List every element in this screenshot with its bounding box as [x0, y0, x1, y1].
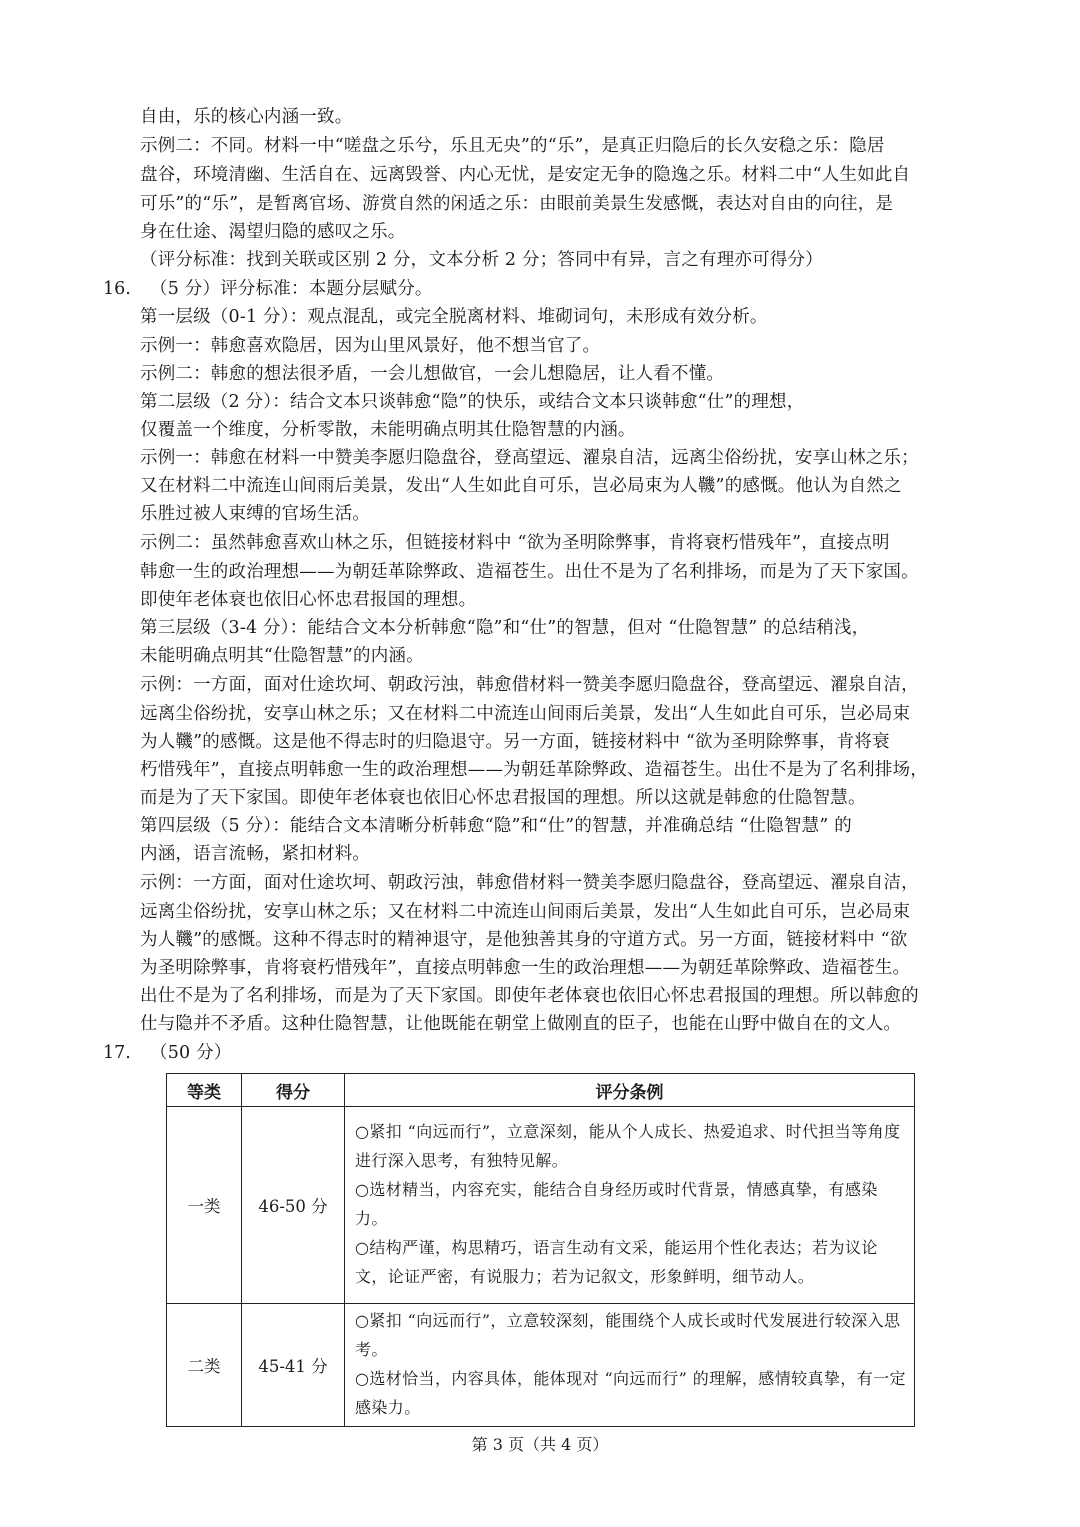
- text-line: 远离尘俗纷扰，安享山林之乐；又在材料二中流连山间雨后美景，发出“人生如此自可乐，岂必局束: [140, 704, 911, 724]
- rubric-table: [166, 1073, 915, 1427]
- text-line: 为人鞿”的感慨。这种不得志时的精神退守，是他独善其身的守道方式。另一方面，链接材料中 “欲: [140, 930, 908, 950]
- question-number-16: 16.: [103, 279, 131, 299]
- question-16-header: （5 分）评分标准：本题分层赋分。: [150, 279, 433, 299]
- criteria-cell: [345, 1304, 915, 1427]
- text-line: 示例：一方面，面对仕途坎坷、朝政污浊，韩愈借材料一赞美李愿归隐盘谷，登高望远、濯泉自洁，: [140, 675, 919, 695]
- text-line: 即使年老体衰也依旧心怀忠君报国的理想。: [140, 590, 477, 610]
- text-line: 韩愈一生的政治理想——为朝廷革除弊政、造福苍生。出仕不是为了名利排场，而是为了天下家国。: [140, 562, 919, 582]
- level-3-heading: 第三层级（3-4 分）：能结合文本分析韩愈“隐”和“仕”的智慧，但对 “仕隐智慧” 的总结稍浅，: [140, 618, 870, 638]
- text-line: 示例二：虽然韩愈喜欢山林之乐，但链接材料中 “欲为圣明除弊事，肯将衰朽惜残年”，直接点明: [140, 533, 890, 553]
- text-line: 盘谷，环境清幽、生活自在、远离毁誉、内心无忧，是安定无争的隐逸之乐。材料二中“人生如此自: [140, 165, 911, 185]
- text-line: 可乐”的“乐”，是暂离官场、游赏自然的闲适之乐：由眼前美景生发感慨，表达对自由的向往，是: [140, 194, 894, 214]
- text-line: 示例二：韩愈的想法很矛盾，一会儿想做官，一会儿想隐居，让人看不懂。: [140, 364, 725, 384]
- text-line: 乐胜过被人束缚的官场生活。: [140, 504, 371, 524]
- text-line: 仕与隐并不矛盾。这种仕隐智慧，让他既能在朝堂上做刚直的臣子，也能在山野中做自在的文人。: [140, 1014, 902, 1034]
- text-line: 而是为了天下家国。即使年老体衰也依旧心怀忠君报国的理想。所以这就是韩愈的仕隐智慧。: [140, 788, 866, 808]
- text-line: 为圣明除弊事，肯将衰朽惜残年”，直接点明韩愈一生的政治理想——为朝廷革除弊政、造福苍生。: [140, 958, 911, 978]
- criteria-cell: [345, 1107, 915, 1304]
- header-criteria: 评分条例: [345, 1074, 915, 1107]
- text-line: 身在仕途、渴望归隐的感叹之乐。: [140, 222, 406, 242]
- header-score: 得分: [242, 1074, 345, 1107]
- level-1-heading: 第一层级（0-1 分）：观点混乱，或完全脱离材料、堆砌词句，未形成有效分析。: [140, 307, 768, 327]
- text-line: 示例：一方面，面对仕途坎坷、朝政污浊，韩愈借材料一赞美李愿归隐盘谷，登高望远、濯泉自洁，: [140, 873, 919, 893]
- text-line: 仅覆盖一个维度，分析零散，未能明确点明其仕隐智慧的内涵。: [140, 420, 636, 440]
- score-cell: 46-50 分: [242, 1107, 345, 1304]
- level-2-heading: 第二层级（2 分）：结合文本只谈韩愈“隐”的快乐，或结合文本只谈韩愈“仕”的理想，: [140, 392, 805, 412]
- criteria-item: ○紧扣 “向远而行”，立意深刻，能从个人成长、热爱追求、时代担当等角度进行深入思考，有独特见解。: [355, 1122, 901, 1170]
- criteria-item: ○紧扣 “向远而行”，立意较深刻，能围绕个人成长或时代发展进行较深入思考。: [355, 1311, 901, 1359]
- criteria-item: ○选材精当，内容充实，能结合自身经历或时代背景，情感真挚，有感染力。: [355, 1180, 878, 1228]
- text-line: 朽惜残年”，直接点明韩愈一生的政治理想——为朝廷革除弊政、造福苍生。出仕不是为了名利排场，: [140, 760, 928, 780]
- question-number-17: 17.: [103, 1043, 131, 1063]
- grade-cell: 一类: [167, 1107, 242, 1304]
- text-line: 示例二：不同。材料一中“嗟盘之乐兮，乐且无央”的“乐”，是真正归隐后的长久安稳之乐：隐居: [140, 136, 885, 156]
- text-line: 自由，乐的核心内涵一致。: [140, 107, 353, 127]
- header-grade: 等类: [167, 1074, 242, 1107]
- text-line: 示例一：韩愈喜欢隐居，因为山里风景好，他不想当官了。: [140, 336, 601, 356]
- page-footer: 第 3 页（共 4 页）: [471, 1435, 609, 1454]
- table-row: [167, 1304, 915, 1427]
- text-line: 又在材料二中流连山间雨后美景，发出“人生如此自可乐，岂必局束为人鞿”的感慨。他认为自然之: [140, 476, 902, 496]
- grade-cell: 二类: [167, 1304, 242, 1427]
- text-line: 为人鞿”的感慨。这是他不得志时的归隐退守。另一方面，链接材料中 “欲为圣明除弊事，肯将衰: [140, 732, 890, 752]
- text-line: 远离尘俗纷扰，安享山林之乐；又在材料二中流连山间雨后美景，发出“人生如此自可乐，岂必局束: [140, 902, 911, 922]
- table-header-row: [167, 1074, 915, 1107]
- text-line: 出仕不是为了名利排场，而是为了天下家国。即使年老体衰也依旧心怀忠君报国的理想。所以韩愈的: [140, 986, 919, 1006]
- text-line: 示例一：韩愈在材料一中赞美李愿归隐盘谷，登高望远、濯泉自洁，远离尘俗纷扰，安享山林之乐；: [140, 448, 919, 468]
- text-line: 未能明确点明其“仕隐智慧”的内涵。: [140, 646, 424, 666]
- text-line: 内涵，语言流畅，紧扣材料。: [140, 844, 371, 864]
- criteria-item: ○结构严谨，构思精巧，语言生动有文采，能运用个性化表达；若为议论文，论证严密，有说服力；若为记叙文，形象鲜明，细节动人。: [355, 1238, 878, 1286]
- level-4-heading: 第四层级（5 分）：能结合文本清晰分析韩愈“隐”和“仕”的智慧，并准确总结 “仕隐智慧” 的: [140, 816, 852, 836]
- table-row: [167, 1107, 915, 1304]
- scoring-note: （评分标准：找到关联或区别 2 分，文本分析 2 分；答同中有异，言之有理亦可得分）: [140, 250, 823, 270]
- criteria-item: ○选材恰当，内容具体，能体现对 “向远而行” 的理解，感情较真挚，有一定感染力。: [355, 1369, 906, 1417]
- question-17-header: （50 分）: [150, 1043, 232, 1063]
- score-cell: 45-41 分: [242, 1304, 345, 1427]
